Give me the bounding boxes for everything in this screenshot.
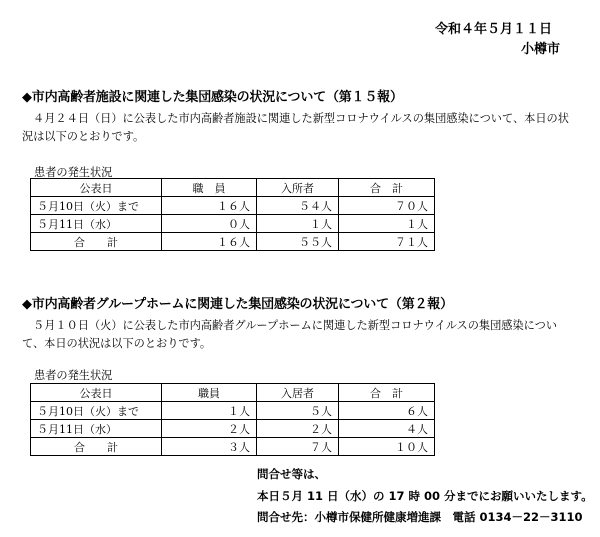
table-row bbox=[31, 420, 435, 438]
issuer-name: 小樽市 bbox=[520, 42, 560, 57]
row-date: ５月10日（火）まで bbox=[31, 197, 162, 215]
table-row bbox=[31, 215, 435, 233]
section1-table-caption: 患者の発生状況 bbox=[34, 166, 113, 179]
section1-title: ◆市内高齢者施設に関連した集団感染の状況について（第１５報） bbox=[22, 90, 403, 105]
row-staff: ２人 bbox=[162, 420, 257, 438]
row-total: ７０人 bbox=[339, 197, 435, 215]
header-cell-staff: 職員 bbox=[162, 384, 257, 402]
table-total-row bbox=[31, 233, 435, 251]
row-date: ５月11日（水） bbox=[31, 215, 162, 233]
section2-table bbox=[30, 383, 435, 456]
section2-table-caption: 患者の発生状況 bbox=[34, 369, 113, 382]
table-row bbox=[31, 197, 435, 215]
row-staff: ３人 bbox=[162, 438, 257, 456]
row-residents: ５５人 bbox=[257, 233, 339, 251]
section1-body: ４月２４日（日）に公表した市内高齢者施設に関連した新型コロナウイルスの集団感染について、本日の状況は以下のとおりです。 bbox=[22, 112, 569, 143]
header-cell-residents: 入居者 bbox=[257, 384, 339, 402]
table-header-row bbox=[31, 384, 435, 402]
row-residents: ５人 bbox=[257, 402, 339, 420]
row-residents: ７人 bbox=[257, 438, 339, 456]
contact-intro: 問合せ等は、 bbox=[257, 467, 326, 481]
row-staff: １６人 bbox=[162, 233, 257, 251]
row-total: ４人 bbox=[339, 420, 435, 438]
row-staff: ０人 bbox=[162, 215, 257, 233]
row-date: ５月11日（水） bbox=[31, 420, 162, 438]
row-staff: １人 bbox=[162, 402, 257, 420]
row-total: １０人 bbox=[339, 438, 435, 456]
section2-body: ５月１０日（火）に公表した市内高齢者グループホームに関連した新型コロナウイルスの集団感染について、本日の状況は以下のとおりです。 bbox=[22, 319, 558, 350]
table-total-row bbox=[31, 438, 435, 456]
contact-info: 問合せ先：小樽市保健所健康増進課 電話 0134－22－3110 bbox=[257, 510, 583, 524]
section1-table bbox=[30, 178, 435, 251]
header-cell-total: 合 計 bbox=[339, 179, 435, 197]
header-cell-staff: 職 員 bbox=[162, 179, 257, 197]
section2-title: ◆市内高齢者グループホームに関連した集団感染の状況について（第２報） bbox=[22, 297, 453, 312]
row-date: ５月10日（火）まで bbox=[31, 402, 162, 420]
row-total: ７１人 bbox=[339, 233, 435, 251]
row-total: ６人 bbox=[339, 402, 435, 420]
header-cell-total: 合 計 bbox=[339, 384, 435, 402]
table-row bbox=[31, 402, 435, 420]
contact-deadline: 本日５月 11 日（水）の 17 時 00 分までにお願いいたします。 bbox=[257, 489, 593, 503]
row-residents: ５４人 bbox=[257, 197, 339, 215]
document-date: 令和４年５月１１日 bbox=[434, 22, 552, 37]
table-header-row bbox=[31, 179, 435, 197]
row-total: １人 bbox=[339, 215, 435, 233]
row-staff: １６人 bbox=[162, 197, 257, 215]
header-cell-date: 公表日 bbox=[31, 384, 162, 402]
header-cell-date: 公表日 bbox=[31, 179, 162, 197]
row-date: 合 計 bbox=[31, 438, 162, 456]
header-cell-residents: 入所者 bbox=[257, 179, 339, 197]
row-date: 合 計 bbox=[31, 233, 162, 251]
row-residents: １人 bbox=[257, 215, 339, 233]
row-residents: ２人 bbox=[257, 420, 339, 438]
